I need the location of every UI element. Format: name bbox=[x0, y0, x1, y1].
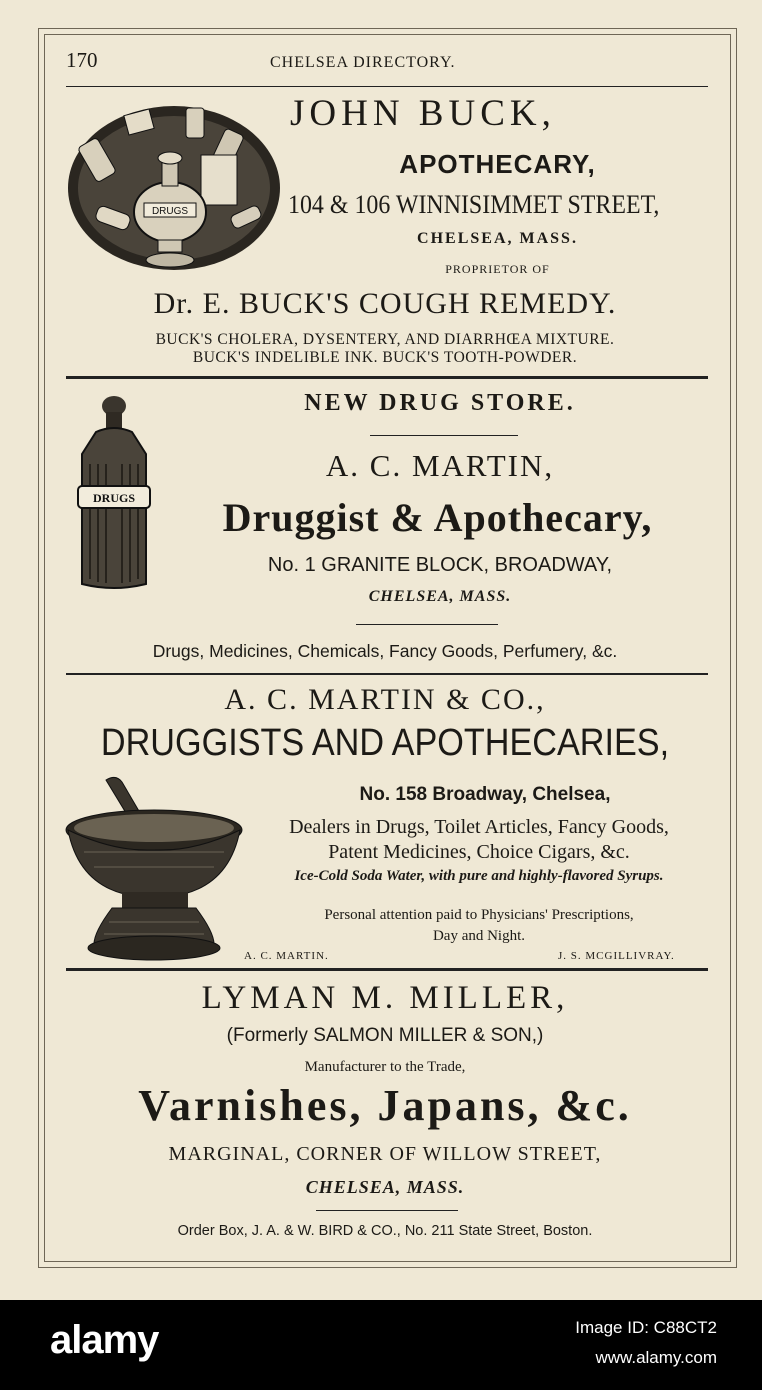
buck-cough-remedy: Dr. E. BUCK'S COUGH REMEDY. bbox=[153, 287, 617, 320]
martin-co-address: No. 158 Broadway, Chelsea, bbox=[359, 784, 611, 805]
martin-co-soda-water: Ice-Cold Soda Water, with pure and highly-flavored Syrups. bbox=[294, 868, 664, 884]
buck-product-line-1: BUCK'S CHOLERA, DYSENTERY, AND DIARRHŒA MIXTURE. bbox=[155, 331, 615, 348]
page-number: 170 bbox=[66, 48, 98, 72]
martin-co-partner-1: A. C. MARTIN. bbox=[244, 950, 329, 962]
martin-co-title: DRUGGISTS AND APOTHECARIES, bbox=[100, 722, 670, 764]
apothecary-bottles-illustration bbox=[66, 100, 286, 275]
martin-address: No. 1 GRANITE BLOCK, BROADWAY, bbox=[267, 554, 613, 576]
alamy-logo: alamy bbox=[50, 1318, 159, 1362]
image-id: Image ID: C88CT2 bbox=[575, 1318, 717, 1337]
miller-city: CHELSEA, MASS. bbox=[305, 1177, 465, 1197]
running-head: CHELSEA DIRECTORY. bbox=[270, 54, 456, 71]
miller-order-box: Order Box, J. A. & W. BIRD & CO., No. 211 State Street, Boston. bbox=[177, 1223, 593, 1239]
martin-co-dealers-line-2: Patent Medicines, Choice Cigars, &c. bbox=[328, 841, 630, 863]
new-drug-store-heading: NEW DRUG STORE. bbox=[304, 390, 576, 416]
header-rule bbox=[66, 86, 708, 87]
watermark-banner bbox=[0, 1300, 762, 1390]
martin-name: A. C. MARTIN, bbox=[325, 448, 555, 483]
martin-goods: Drugs, Medicines, Chemicals, Fancy Goods, Perfumery, &c. bbox=[152, 641, 618, 661]
martin-co-attention-line-2: Day and Night. bbox=[432, 928, 526, 944]
miller-address: MARGINAL, CORNER OF WILLOW STREET, bbox=[168, 1143, 602, 1165]
site-url: www.alamy.com bbox=[595, 1348, 717, 1367]
martin-co-name: A. C. MARTIN & CO., bbox=[224, 683, 546, 716]
buck-city: CHELSEA, MASS. bbox=[417, 230, 578, 247]
martin-co-partner-2: J. S. MCGILLIVRAY. bbox=[558, 950, 675, 962]
martin-city: CHELSEA, MASS. bbox=[368, 588, 512, 605]
buck-name: JOHN BUCK, bbox=[290, 93, 556, 134]
drugs-bottle-label: DRUGS bbox=[92, 491, 136, 505]
miller-name: LYMAN M. MILLER, bbox=[201, 980, 569, 1016]
martin-co-attention-line-1: Personal attention paid to Physicians' Prescriptions, bbox=[324, 907, 634, 923]
miller-formerly: (Formerly SALMON MILLER & SON,) bbox=[226, 1025, 544, 1046]
buck-proprietor: PROPRIETOR OF bbox=[445, 262, 550, 276]
section-rule bbox=[66, 673, 708, 675]
miller-product: Varnishes, Japans, &c. bbox=[138, 1081, 632, 1130]
miller-manufacturer: Manufacturer to the Trade, bbox=[304, 1059, 466, 1075]
buck-address: 104 & 106 WINNISIMMET STREET, bbox=[288, 190, 660, 219]
martin-title: Druggist & Apothecary, bbox=[222, 495, 653, 540]
drugs-jar-label: DRUGS bbox=[151, 206, 189, 217]
drug-bottle-illustration bbox=[66, 394, 162, 592]
short-rule bbox=[370, 435, 518, 436]
buck-product-line-2: BUCK'S INDELIBLE INK. BUCK'S TOOTH-POWDER. bbox=[192, 349, 578, 366]
martin-co-dealers-line-1: Dealers in Drugs, Toilet Articles, Fancy Goods, bbox=[289, 816, 669, 838]
section-rule bbox=[66, 376, 708, 379]
section-rule bbox=[66, 968, 708, 971]
short-rule bbox=[316, 1210, 458, 1211]
short-rule bbox=[356, 624, 498, 625]
buck-title: APOTHECARY, bbox=[399, 149, 596, 179]
mortar-and-pestle-illustration bbox=[64, 772, 246, 964]
